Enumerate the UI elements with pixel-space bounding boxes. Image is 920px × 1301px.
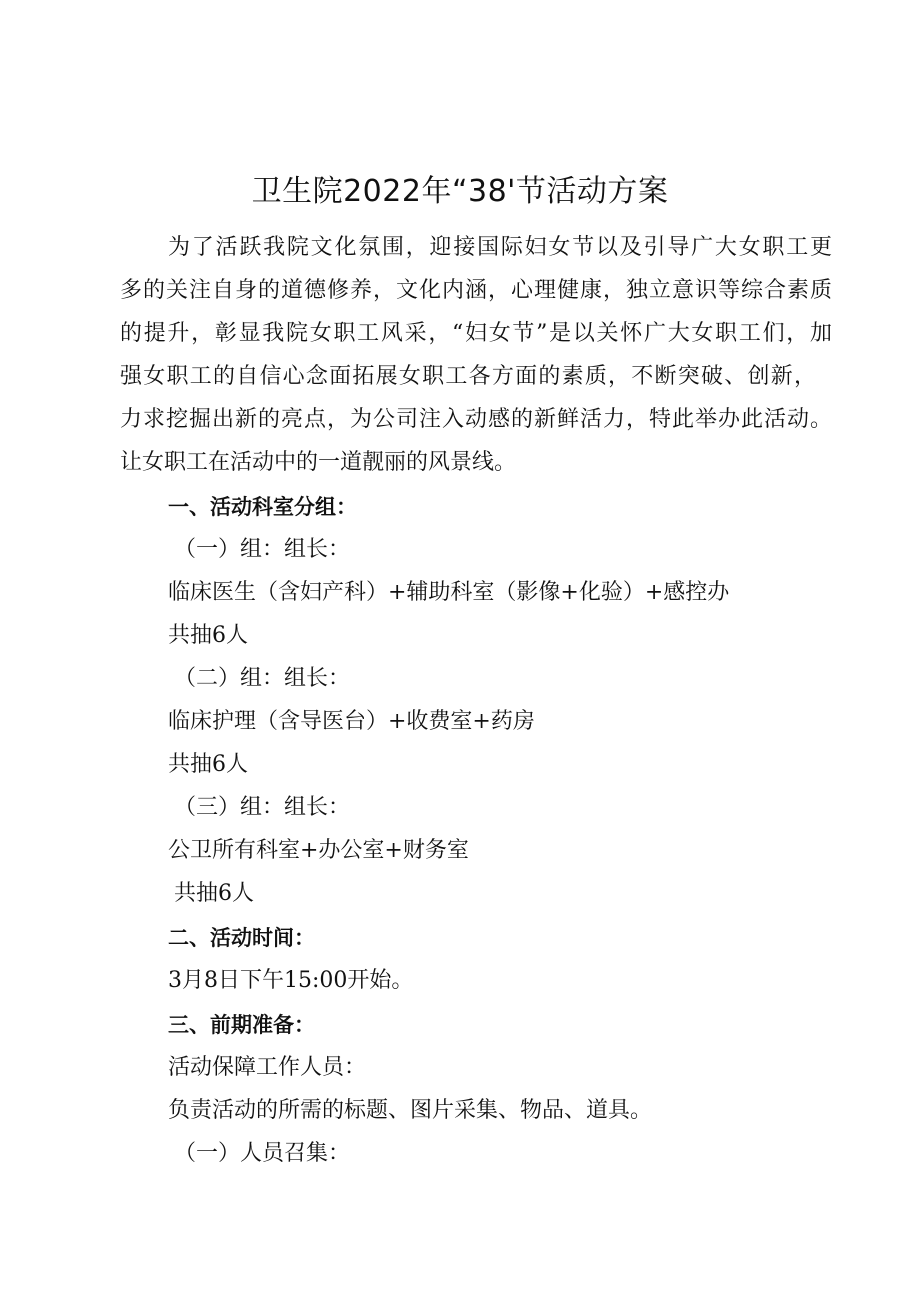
intro-line-4: 强女职工的自信心念面拓展女职工各方面的素质，不断突破、创新， (120, 364, 816, 389)
group3-count: 共抽6人 (174, 881, 254, 906)
intro-line-5: 力求挖掘出新的亮点，为公司注入动感的新鲜活力，特此举办此活动。 (120, 407, 832, 432)
section1-heading: 一、活动科室分组： (168, 495, 357, 519)
group1-title: （一）组：组长： (174, 537, 351, 562)
intro-line-1: 为了活跃我院文化氛围，迎接国际妇女节以及引导广大女职工更 (168, 235, 832, 260)
group1-departments: 临床医生（含妇产科）+辅助科室（影像+化验）+感控办 (168, 580, 730, 605)
group1-count: 共抽6人 (168, 623, 248, 648)
intro-line-3: 的提升，彰显我院女职工风采，“妇女节”是以关怀广大女职工们，加 (120, 321, 832, 346)
activity-time: 3月8日下午15:00开始。 (168, 968, 414, 993)
intro-line-2: 多的关注自身的道德修养，文化内涵，心理健康，独立意识等综合素质 (120, 278, 832, 303)
group3-departments: 公卫所有科室+办公室+财务室 (168, 838, 469, 863)
intro-line-6: 让女职工在活动中的一道靓丽的风景线。 (120, 450, 517, 475)
group3-title: （三）组：组长： (174, 795, 351, 820)
section2-heading: 二、活动时间： (168, 926, 315, 950)
section3-heading: 三、前期准备： (168, 1013, 315, 1037)
staff-duty: 负责活动的所需的标题、图片采集、物品、道具。 (168, 1098, 653, 1123)
document-title: 卫生院2022年“38'节活动方案 (251, 174, 669, 209)
group2-departments: 临床护理（含导医台）+收费室+药房 (168, 709, 535, 734)
subsection-staff-gathering: （一）人员召集： (174, 1141, 351, 1166)
group2-title: （二）组：组长： (174, 666, 351, 691)
staff-label: 活动保障工作人员： (168, 1055, 367, 1080)
group2-count: 共抽6人 (168, 752, 248, 777)
